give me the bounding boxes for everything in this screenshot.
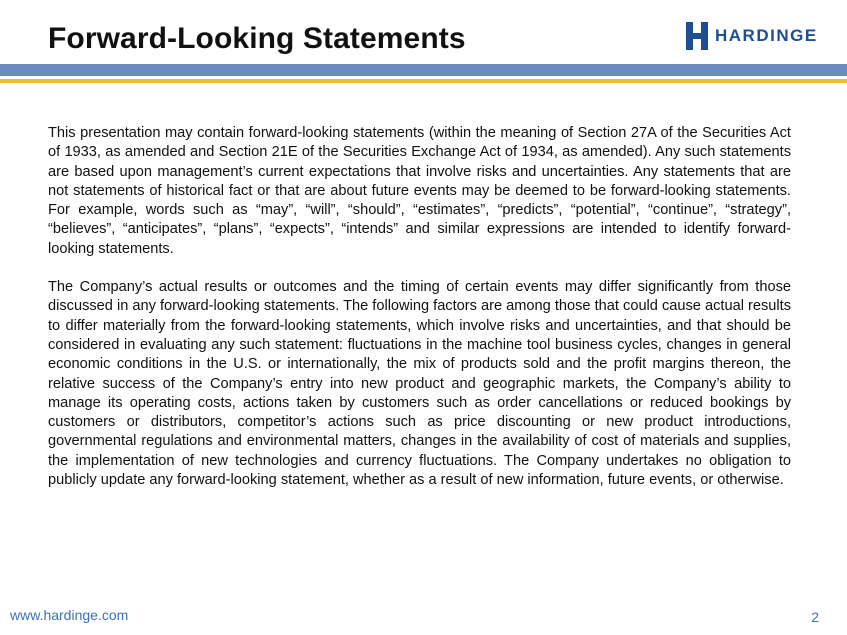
paragraph: This presentation may contain forward-looking statements (within the meaning of Section 27A of the Securities Act of 1933, as amended and Section 21E of the Securities Exchange Act of 1934, as amended). Any such statements are based upon management’s current expectations that involve risks and uncertainties. Any statements that are not statements of historical fact or that are about future events may be deemed to be forward-looking statements. For example, words such as “may”, “will”, “should”, “estimates”, “predicts”, “potential”, “continue”, “strategy”, “believes”, “anticipates”, “plans”, “expects”, “intends” and similar expressions are intended to identify forward-looking statements. bbox=[48, 125, 791, 257]
page-number: 2 bbox=[811, 609, 819, 625]
header-rule-gold bbox=[0, 79, 847, 83]
hardinge-h-logo-icon bbox=[686, 22, 708, 50]
hardinge-logo bbox=[686, 22, 818, 50]
header-rule-blue bbox=[0, 64, 847, 76]
footer-url-link[interactable]: www.hardinge.com bbox=[10, 607, 129, 623]
logo-wordmark: HARDINGE bbox=[715, 26, 818, 45]
paragraph: The Company’s actual results or outcomes and the timing of certain events may differ significantly from those discussed in any forward-looking statements. The following factors are among those that could cause actual results to differ materially from the forward-looking statements, which involve risks and uncertainties, and that should be considered in evaluating any such statement: fluctuations in the machine tool business cycles, changes in general economic conditions in the U.S. or internationally, the mix of products sold and the profit margins thereon, the relative success of the Company’s entry into new product and geographic markets, the Company’s ability to manage its operating costs, actions taken by customers such as order cancellations or reduced bookings by customers or distributors, competitor’s actions such as price discounting or new product introductions, governmental regulations and environmental matters, changes in the availability of cost of materials and supplies, the implementation of new technologies and currency fluctuations. The Company undertakes no obligation to publicly update any forward-looking statement, whether as a result of new information, future events, or otherwise. bbox=[48, 279, 791, 489]
body-text bbox=[48, 124, 791, 490]
page-title: Forward-Looking Statements bbox=[48, 22, 466, 55]
